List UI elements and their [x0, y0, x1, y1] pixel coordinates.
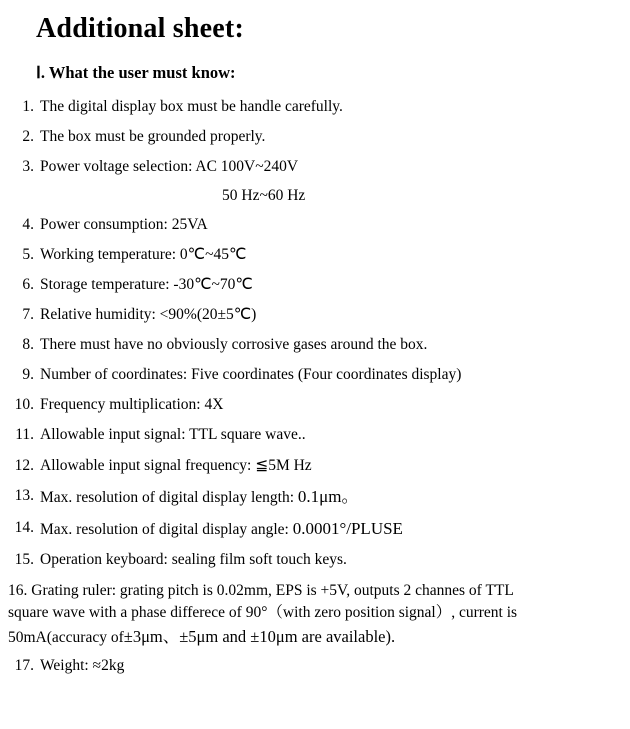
list-item-text [40, 486, 600, 509]
list-item-number: 11. [15, 426, 34, 444]
list-item-number: 12. [14, 456, 34, 474]
list-item-subline: 50 Hz~60 Hz [222, 187, 306, 205]
list-item [4, 580, 630, 649]
list-item-text: Relative humidity: <90%(20±5℃) [40, 305, 257, 323]
list-item-number: 2. [22, 127, 34, 145]
list-item-number: 15. [14, 550, 34, 568]
list-item-number: 7. [22, 305, 34, 323]
list-item [0, 127, 630, 148]
list-item-number: 14. [14, 518, 34, 536]
list-item [0, 215, 630, 236]
accuracy-values: ±3μm、±5μm and ±10μm are available). [123, 626, 396, 646]
list-item-value: 0.0001°/PLUSE [292, 518, 403, 538]
list-item-text: Number of coordinates: Five coordinates (Four coordinates display) [40, 366, 462, 384]
list-item-text: Weight: ≈2kg [40, 657, 125, 675]
list-item [0, 657, 630, 675]
list-item-number: 16. [8, 581, 28, 599]
list-item-text-line1: Grating ruler: grating pitch is 0.02mm, EPS is +5V, outputs 2 channes of TTL [31, 581, 514, 599]
list-item-text: Power consumption: 25VA [40, 215, 208, 233]
list-item-text: Operation keyboard: sealing film soft touch keys. [40, 550, 347, 568]
list-item [0, 518, 630, 541]
list-item-text: The box must be grounded properly. [40, 127, 266, 145]
list-item-text [40, 518, 600, 541]
list-item-number: 13. [14, 486, 34, 504]
list-item [0, 550, 630, 571]
page-title: Additional sheet: [36, 13, 244, 44]
list-item [0, 365, 630, 386]
list-item-text: The digital display box must be handle carefully. [40, 97, 343, 115]
list-item [0, 305, 630, 326]
list-item [0, 395, 630, 416]
list-item-number: 10. [14, 396, 34, 414]
list-item-text: Frequency multiplication: 4X [40, 396, 224, 414]
list-item-text: There must have no obviously corrosive gases around the box. [40, 336, 428, 354]
list-item-number: 9. [22, 366, 34, 384]
list-item-number: 1. [22, 97, 34, 115]
list-item [0, 425, 630, 446]
list-item-label: Max. resolution of digital display angle: [40, 520, 289, 538]
list-item [0, 245, 630, 266]
list-item-number: 3. [22, 158, 34, 176]
list-item-text: Allowable input signal: TTL square wave.. [40, 426, 306, 444]
section-heading: Ⅰ. What the user must know: [36, 62, 236, 82]
list-item-text: Allowable input signal frequency: ≦5M Hz [40, 456, 312, 474]
list-item [0, 456, 630, 477]
list-item [0, 157, 630, 178]
list-item [0, 335, 630, 356]
list-item-label: Max. resolution of digital display length: [40, 488, 294, 506]
list-item-text: Working temperature: 0℃~45℃ [40, 245, 247, 263]
list-item [0, 275, 630, 296]
list-item-text-line3 [8, 625, 612, 649]
list-item-number: 17. [14, 657, 34, 675]
list-item-text: Power voltage selection: AC 100V~240V [40, 158, 299, 176]
accuracy-prefix: 50mA(accuracy of [8, 628, 124, 646]
list-item [0, 486, 630, 509]
requirements-list [0, 97, 630, 571]
list-item-number: 4. [22, 215, 34, 233]
list-item-number: 6. [22, 275, 34, 293]
list-item [0, 97, 630, 118]
list-item-number: 8. [22, 336, 34, 354]
list-item-number: 5. [22, 245, 34, 263]
document-page [0, 14, 630, 729]
list-item-value: 0.1μm。 [297, 486, 359, 506]
list-item-text: Storage temperature: -30℃~70℃ [40, 275, 253, 293]
list-item-text-line2: square wave with a phase differece of 90°（with zero position signal）, current is [8, 604, 518, 622]
